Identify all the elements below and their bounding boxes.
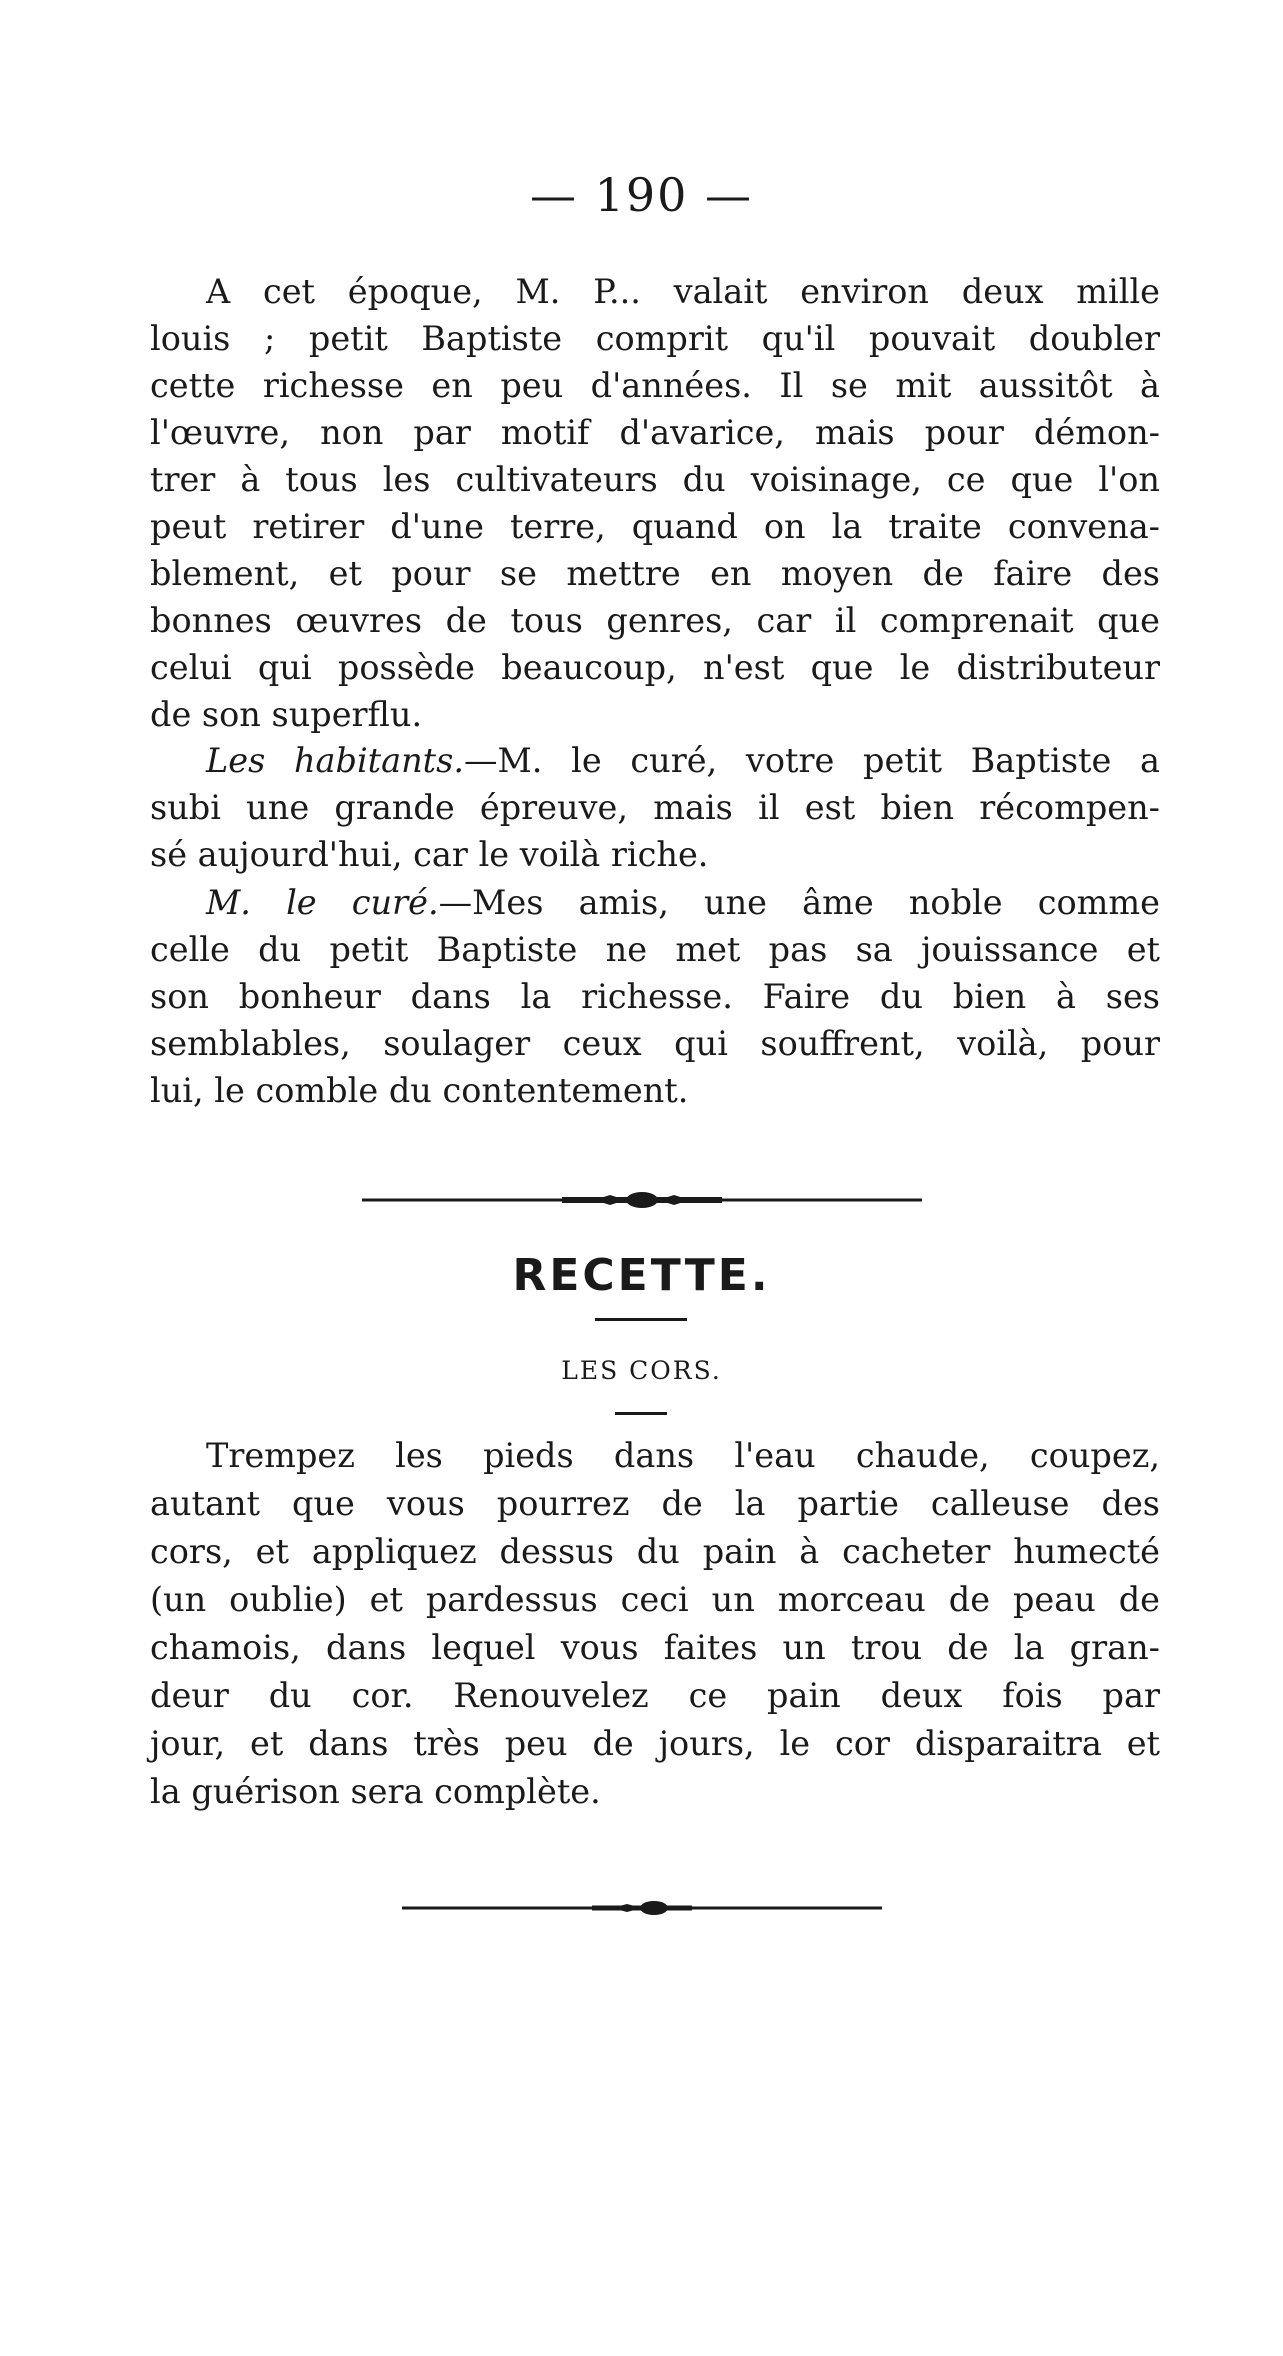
text-line: deur du cor. Renouvelez ce pain deux fois par: [150, 1676, 1160, 1715]
ornamental-divider: [402, 1896, 882, 1920]
text-line: [150, 879, 1160, 926]
text-line: de son superflu.: [150, 695, 423, 734]
title-rule: [595, 1318, 687, 1321]
subtitle-rule: [615, 1412, 667, 1415]
text-line: (un oublie) et pardessus ceci un morceau de peau de: [150, 1580, 1160, 1619]
text-line: l'œuvre, non par motif d'avarice, mais pour démon-: [150, 413, 1160, 452]
text-line: blement, et pour se mettre en moyen de faire des: [150, 554, 1160, 593]
text-line: jour, et dans très peu de jours, le cor disparaitra et: [150, 1724, 1160, 1763]
text-line: semblables, soulager ceux qui souffrent, voilà, pour: [150, 1024, 1160, 1063]
text-line: celui qui possède beaucoup, n'est que le distributeur: [150, 648, 1160, 687]
text-line: chamois, dans lequel vous faites un trou de la gran-: [150, 1628, 1160, 1667]
paragraph-2: [150, 737, 1160, 878]
text-line: lui, le comble du contentement.: [150, 1071, 689, 1110]
ornamental-divider: [362, 1188, 922, 1212]
text-line: cors, et appliquez dessus du pain à cacheter humecté: [150, 1532, 1160, 1571]
text-line: sé aujourd'hui, car le voilà riche.: [150, 835, 709, 874]
text-line: Trempez les pieds dans l'eau chaude, coupez,: [206, 1436, 1160, 1475]
text-line: trer à tous les cultivateurs du voisinage, ce que l'on: [150, 460, 1160, 499]
text-line: la guérison sera complète.: [150, 1772, 601, 1811]
paragraph-3: [150, 879, 1160, 1114]
text-line: autant que vous pourrez de la partie calleuse des: [150, 1484, 1160, 1523]
text-line: louis ; petit Baptiste comprit qu'il pouvait doubler: [150, 319, 1160, 358]
speaker-label: M. le curé.: [206, 883, 439, 922]
text-line: [150, 737, 1160, 784]
text-line: bonnes œuvres de tous genres, car il comprenait que: [150, 601, 1160, 640]
text-line: cette richesse en peu d'années. Il se mit aussitôt à: [150, 366, 1160, 405]
section-subtitle: LES CORS.: [561, 1356, 722, 1385]
dialogue-text: —M. le curé, votre petit Baptiste a: [463, 741, 1160, 780]
text-line: subi une grande épreuve, mais il est bien récompen-: [150, 788, 1160, 827]
text-line: peut retirer d'une terre, quand on la traite convena-: [150, 507, 1160, 546]
page-number: — 190 —: [529, 168, 754, 222]
paragraph-1: [150, 268, 1160, 738]
dialogue-text: —Mes amis, une âme noble comme: [438, 883, 1160, 922]
section-title: RECETTE.: [512, 1250, 771, 1301]
text-line: A cet époque, M. P... valait environ deux mille: [206, 272, 1160, 311]
recipe-paragraph: [150, 1432, 1160, 1816]
speaker-label: Les habitants.: [206, 741, 464, 780]
text-line: son bonheur dans la richesse. Faire du bien à ses: [150, 977, 1160, 1016]
text-line: celle du petit Baptiste ne met pas sa jouissance et: [150, 930, 1160, 969]
